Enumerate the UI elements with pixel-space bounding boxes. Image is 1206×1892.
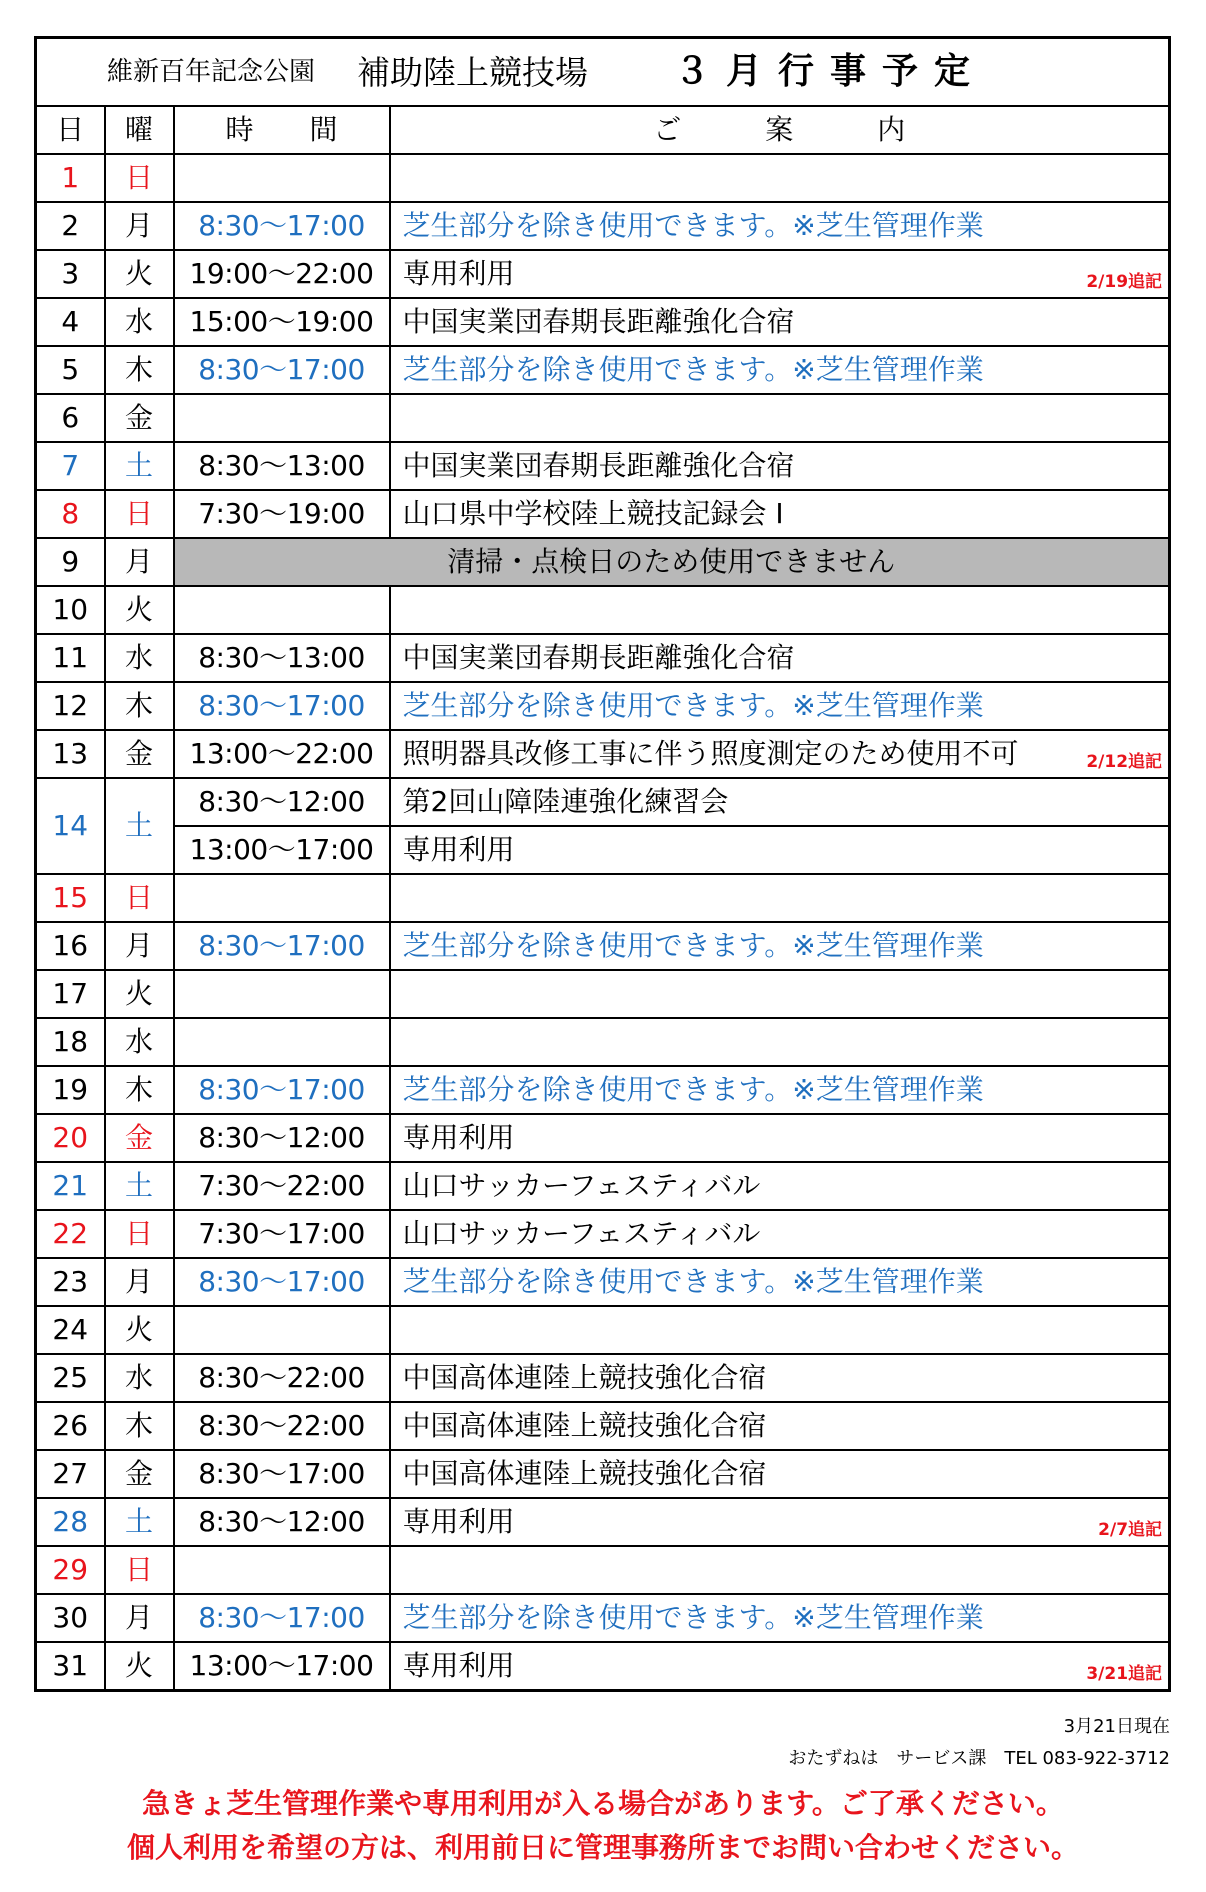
event-info-cell [390, 1594, 1170, 1642]
day-number: 20 [36, 1114, 105, 1162]
event-info: 中国高体連陸上競技強化合宿 [402, 1457, 767, 1490]
day-number: 22 [36, 1210, 105, 1258]
day-of-week: 日 [105, 490, 174, 538]
event-info-cell [390, 250, 1170, 298]
page-title: ３月行事予定 [674, 51, 987, 92]
time-range: 8:30～13:00 [174, 442, 390, 490]
time-range: 19:00～22:00 [174, 250, 390, 298]
event-info: 専用利用 [402, 257, 515, 290]
day-of-week: 木 [105, 1066, 174, 1114]
day-number: 29 [36, 1546, 105, 1594]
schedule-row [36, 1354, 1170, 1402]
day-number: 4 [36, 298, 105, 346]
day-of-week: 土 [105, 1162, 174, 1210]
schedule-row [36, 1498, 1170, 1546]
time-range: 8:30～12:00 [174, 1114, 390, 1162]
event-info-cell [390, 490, 1170, 538]
day-of-week: 木 [105, 682, 174, 730]
update-note: 2/12追記 [1086, 752, 1163, 772]
time-range [174, 394, 390, 442]
event-info-cell [390, 730, 1170, 778]
time-range: 8:30～12:00 [174, 1498, 390, 1546]
event-info: 中国実業団春期長距離強化合宿 [402, 305, 795, 338]
day-number: 6 [36, 394, 105, 442]
day-number: 21 [36, 1162, 105, 1210]
schedule-row [36, 778, 1170, 826]
day-number: 16 [36, 922, 105, 970]
time-range [174, 154, 390, 202]
day-number: 24 [36, 1306, 105, 1354]
schedule-row [36, 1114, 1170, 1162]
schedule-row [36, 1162, 1170, 1210]
schedule-row [36, 1450, 1170, 1498]
day-of-week: 木 [105, 1402, 174, 1450]
schedule-row [36, 1066, 1170, 1114]
day-of-week: 日 [105, 1210, 174, 1258]
day-of-week: 土 [105, 442, 174, 490]
event-info-cell [390, 1450, 1170, 1498]
event-info-cell [390, 1354, 1170, 1402]
schedule-row [36, 970, 1170, 1018]
day-number: 8 [36, 490, 105, 538]
title-row [36, 38, 1170, 107]
day-number: 14 [36, 778, 105, 874]
time-range [174, 1306, 390, 1354]
time-range: 8:30～17:00 [174, 1066, 390, 1114]
event-info-cell [390, 634, 1170, 682]
day-number: 30 [36, 1594, 105, 1642]
schedule-row [36, 154, 1170, 202]
time-range [174, 586, 390, 634]
event-info: 専用利用 [402, 1649, 515, 1682]
day-number: 12 [36, 682, 105, 730]
schedule-row-continued [36, 826, 1170, 874]
time-range: 8:30～17:00 [174, 346, 390, 394]
day-number: 31 [36, 1642, 105, 1691]
day-of-week: 木 [105, 346, 174, 394]
day-of-week: 土 [105, 778, 174, 874]
time-range: 8:30～17:00 [174, 922, 390, 970]
day-of-week: 日 [105, 1546, 174, 1594]
schedule-row [36, 1306, 1170, 1354]
header-info: ご 案 内 [390, 106, 1170, 154]
schedule-row [36, 922, 1170, 970]
time-range [174, 1018, 390, 1066]
day-of-week: 金 [105, 1450, 174, 1498]
day-number: 5 [36, 346, 105, 394]
schedule-row [36, 1210, 1170, 1258]
time-range: 13:00～17:00 [174, 1642, 390, 1691]
schedule-row [36, 394, 1170, 442]
day-number: 2 [36, 202, 105, 250]
day-of-week: 月 [105, 1594, 174, 1642]
day-of-week: 月 [105, 922, 174, 970]
event-info-cell [390, 298, 1170, 346]
day-number: 7 [36, 442, 105, 490]
schedule-row [36, 202, 1170, 250]
time-range: 8:30～17:00 [174, 1594, 390, 1642]
event-info-cell [390, 970, 1170, 1018]
header-day: 日 [36, 106, 105, 154]
event-info: 芝生部分を除き使用できます。※芝生管理作業 [402, 1073, 984, 1106]
schedule-row [36, 634, 1170, 682]
day-number: 18 [36, 1018, 105, 1066]
day-number: 23 [36, 1258, 105, 1306]
closed-row [36, 538, 1170, 586]
schedule-row [36, 586, 1170, 634]
event-info: 専用利用 [402, 1121, 515, 1154]
day-of-week: 金 [105, 730, 174, 778]
time-range [174, 874, 390, 922]
schedule-row [36, 1546, 1170, 1594]
event-info: 山口県中学校陸上競技記録会 Ⅰ [402, 497, 784, 530]
event-info: 芝生部分を除き使用できます。※芝生管理作業 [402, 353, 984, 386]
day-of-week: 火 [105, 1306, 174, 1354]
day-number: 27 [36, 1450, 105, 1498]
schedule-row [36, 490, 1170, 538]
day-of-week: 月 [105, 202, 174, 250]
schedule-row [36, 346, 1170, 394]
time-range: 8:30～17:00 [174, 1450, 390, 1498]
event-info: 芝生部分を除き使用できます。※芝生管理作業 [402, 1265, 984, 1298]
header-time: 時 間 [174, 106, 390, 154]
day-number: 19 [36, 1066, 105, 1114]
day-number: 10 [36, 586, 105, 634]
event-info-cell [390, 346, 1170, 394]
update-note: 3/21追記 [1086, 1664, 1163, 1684]
time-range: 8:30～13:00 [174, 634, 390, 682]
schedule-row [36, 730, 1170, 778]
day-number: 1 [36, 154, 105, 202]
day-number: 11 [36, 634, 105, 682]
header-dow: 曜 [105, 106, 174, 154]
event-info-cell [390, 202, 1170, 250]
schedule-row [36, 298, 1170, 346]
event-info-cell [390, 1210, 1170, 1258]
time-range: 15:00～19:00 [174, 298, 390, 346]
day-number: 28 [36, 1498, 105, 1546]
day-of-week: 水 [105, 1354, 174, 1402]
event-info: 芝生部分を除き使用できます。※芝生管理作業 [402, 1601, 984, 1634]
day-number: 25 [36, 1354, 105, 1402]
schedule-row [36, 250, 1170, 298]
event-info-cell [390, 874, 1170, 922]
day-of-week: 月 [105, 538, 174, 586]
event-info: 芝生部分を除き使用できます。※芝生管理作業 [402, 929, 984, 962]
update-note: 2/19追記 [1086, 272, 1163, 292]
time-range: 8:30～17:00 [174, 202, 390, 250]
event-info-cell [390, 1642, 1170, 1691]
time-range: 8:30～22:00 [174, 1402, 390, 1450]
event-info-cell [390, 1498, 1170, 1546]
time-range: 13:00～22:00 [174, 730, 390, 778]
event-info-cell [390, 1402, 1170, 1450]
schedule-row [36, 442, 1170, 490]
day-number: 15 [36, 874, 105, 922]
time-range [174, 1546, 390, 1594]
update-note: 2/7追記 [1098, 1520, 1163, 1540]
time-range [174, 970, 390, 1018]
event-info-cell [390, 1066, 1170, 1114]
day-of-week: 金 [105, 1114, 174, 1162]
event-info: 山口サッカーフェスティバル [402, 1217, 761, 1250]
event-info: 山口サッカーフェスティバル [402, 1169, 761, 1202]
event-info: 照明器具改修工事に伴う照度測定のため使用不可 [402, 737, 1019, 770]
day-number: 26 [36, 1402, 105, 1450]
day-of-week: 火 [105, 970, 174, 1018]
park-name: 維新百年記念公園 [107, 57, 316, 87]
event-info-cell [390, 922, 1170, 970]
closed-notice: 清掃・点検日のため使用できません [174, 538, 1170, 586]
event-info: 芝生部分を除き使用できます。※芝生管理作業 [402, 209, 984, 242]
schedule-sheet [34, 36, 1168, 1692]
day-of-week: 水 [105, 1018, 174, 1066]
day-number: 3 [36, 250, 105, 298]
event-info-cell [390, 586, 1170, 634]
event-info-cell [390, 1018, 1170, 1066]
time-range: 7:30～17:00 [174, 1210, 390, 1258]
event-info-cell [390, 442, 1170, 490]
event-info: 芝生部分を除き使用できます。※芝生管理作業 [402, 689, 984, 722]
day-of-week: 水 [105, 634, 174, 682]
day-of-week: 月 [105, 1258, 174, 1306]
schedule-row [36, 1402, 1170, 1450]
time-range: 8:30～22:00 [174, 1354, 390, 1402]
time-range: 13:00～17:00 [174, 826, 390, 874]
day-of-week: 水 [105, 298, 174, 346]
day-of-week: 火 [105, 250, 174, 298]
day-of-week: 火 [105, 1642, 174, 1691]
schedule-row [36, 1642, 1170, 1691]
event-info: 第2回山障陸連強化練習会 [390, 778, 1170, 826]
event-info-cell [390, 1258, 1170, 1306]
event-info-cell [390, 394, 1170, 442]
schedule-row [36, 1594, 1170, 1642]
time-range: 8:30～12:00 [174, 778, 390, 826]
event-info-cell [390, 1162, 1170, 1210]
event-info: 中国高体連陸上競技強化合宿 [402, 1361, 767, 1394]
day-of-week: 日 [105, 154, 174, 202]
time-range: 7:30～22:00 [174, 1162, 390, 1210]
event-info-cell [390, 1114, 1170, 1162]
day-of-week: 火 [105, 586, 174, 634]
day-number: 9 [36, 538, 105, 586]
day-of-week: 土 [105, 1498, 174, 1546]
schedule-row [36, 1018, 1170, 1066]
schedule-row [36, 1258, 1170, 1306]
time-range: 8:30～17:00 [174, 1258, 390, 1306]
event-info: 中国実業団春期長距離強化合宿 [402, 641, 795, 674]
day-of-week: 金 [105, 394, 174, 442]
time-range: 8:30～17:00 [174, 682, 390, 730]
day-number: 17 [36, 970, 105, 1018]
day-of-week: 日 [105, 874, 174, 922]
stadium-name: 補助陸上競技場 [357, 52, 589, 92]
header-row [36, 106, 1170, 154]
event-info-cell [390, 1306, 1170, 1354]
as-of-date: 3月21日現在 [1063, 1716, 1170, 1737]
event-info-cell [390, 154, 1170, 202]
event-info-cell [390, 1546, 1170, 1594]
schedule-row [36, 874, 1170, 922]
contact-info: おたずねは サービス課 TEL 083-922-3712 [788, 1748, 1170, 1769]
event-info: 中国実業団春期長距離強化合宿 [402, 449, 795, 482]
warning-line-1: 急きょ芝生管理作業や専用利用が入る場合があります。ご了承ください。 [142, 1787, 1064, 1820]
event-info: 中国高体連陸上競技強化合宿 [402, 1409, 767, 1442]
schedule-table [34, 36, 1171, 1692]
schedule-row [36, 682, 1170, 730]
warning-line-2: 個人利用を希望の方は、利用前日に管理事務所までお問い合わせください。 [126, 1831, 1079, 1864]
event-info-cell [390, 682, 1170, 730]
day-number: 13 [36, 730, 105, 778]
time-range: 7:30～19:00 [174, 490, 390, 538]
event-info: 専用利用 [402, 1505, 515, 1538]
event-info: 専用利用 [390, 826, 1170, 874]
